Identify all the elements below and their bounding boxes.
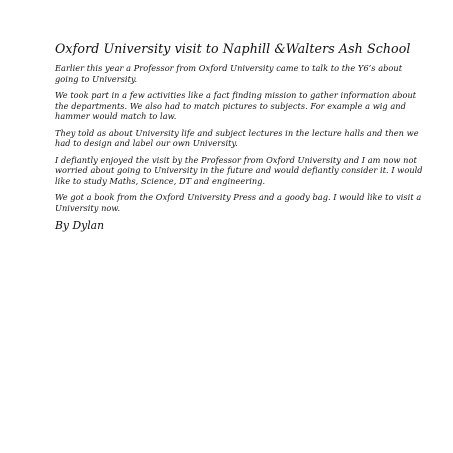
document-body <box>55 63 425 213</box>
document-title: Oxford University visit to Naphill &Walters Ash School <box>55 41 411 56</box>
document-content <box>55 42 425 232</box>
paragraph-university-life: They told as about University life and subject lectures in the lecture halls and then we had to design and label our own University. <box>55 127 419 148</box>
paragraph-reflection: I defiantly enjoyed the visit by the Professor from Oxford University and I am now not worried about going to University in the future and would defiantly consider it. I would like to study Maths, Science, DT and engineering. <box>55 154 423 186</box>
paragraph-gifts: We got a book from the Oxford University Press and a goody bag. I would like to visit a University now. <box>55 192 422 213</box>
document-signature: By Dylan <box>55 219 105 232</box>
paragraph-activities: We took part in a few activities like a fact finding mission to gather information about the departments. We also had to match pictures to subjects. For example a wig and hammer would match to law. <box>55 90 417 121</box>
paragraph-intro: Earlier this year a Professor from Oxford University came to talk to the Y6’s about going to University. <box>55 63 403 84</box>
